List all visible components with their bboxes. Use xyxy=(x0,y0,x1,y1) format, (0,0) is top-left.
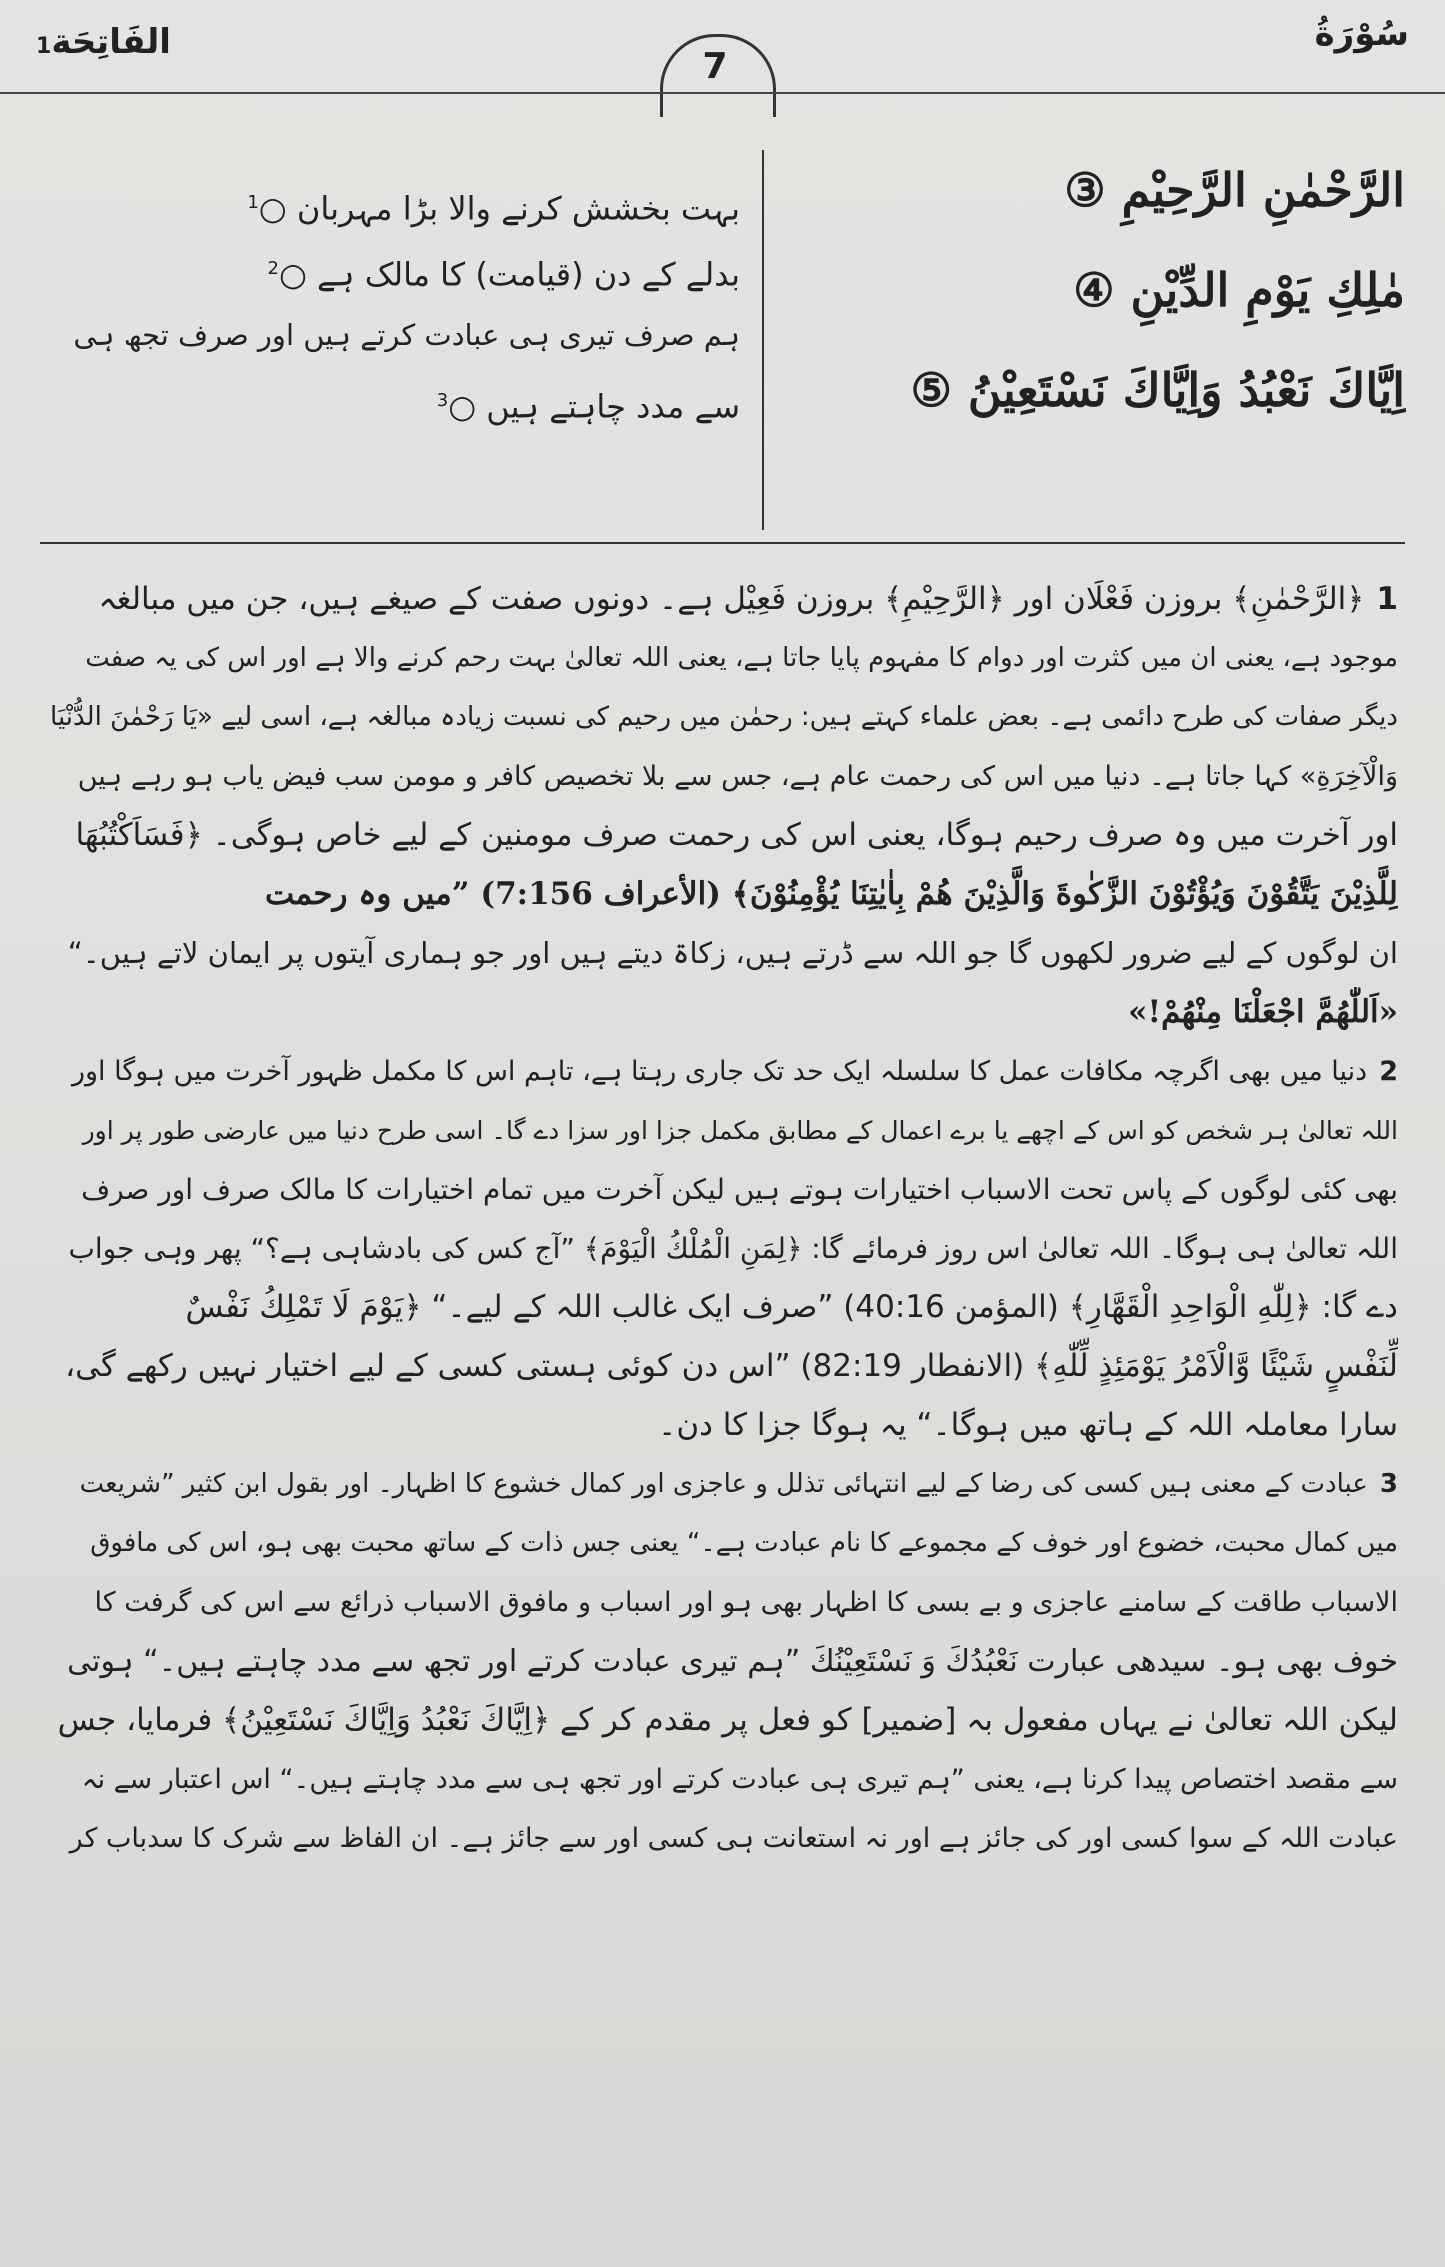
section-divider xyxy=(40,542,1405,544)
commentary-line xyxy=(48,629,1398,688)
commentary-text: وَالْآخِرَةِ» کہا جاتا ہے۔ دنیا میں اس کی رحمت عام ہے، جس سے بلا تخصیص کافر و مومن سب فیض یاب ہو رہے ہیں xyxy=(77,761,1398,792)
commentary-line xyxy=(48,1455,1398,1514)
footnote-number: 3 xyxy=(1379,1469,1398,1499)
commentary-line xyxy=(48,1042,1398,1101)
commentary-text: اللہ تعالیٰ ہر شخص کو اس کے اچھے یا برے اعمال کے مطابق مکمل جزا اور سزا دے گا۔ اسی طرح دنیا میں عارضی طور پر اور xyxy=(82,1116,1398,1145)
footnote-marker: 2 xyxy=(267,258,279,279)
verse-3: الرَّحْمٰنِ الرَّحِيْمِ ③ xyxy=(1064,163,1405,217)
commentary-text: لِّنَفْسٍ شَيْئًا وَّالْاَمْرُ يَوْمَئِذٍ لِّلّٰهِ﴾ (الانفطار 82:19) ”اس دن کوئی ہستی کسی کے لیے اختیار نہیں رکھے گی، xyxy=(65,1348,1398,1384)
commentary-text: لِلَّذِيْنَ يَتَّقُوْنَ وَيُؤْتُوْنَ الزَّكٰوةَ وَالَّذِيْنَ هُمْ بِاٰيٰتِنَا يُؤْمِنُوْنَ﴾ (الأعراف 7:156) ”میں وہ رحمت xyxy=(264,876,1398,912)
translation-text: سے مدد چاہتے ہیں ○ xyxy=(448,387,740,426)
commentary-text: «اَللّٰهُمَّ اجْعَلْنَا مِنْهُمْ!» xyxy=(1128,994,1398,1030)
commentary-text: الاسباب طاقت کے سامنے عاجزی و بے بسی کا اظہار بھی ہو اور اسباب و مافوق الاسباب ذرائع سے اس کی گرفت کا xyxy=(94,1587,1398,1618)
commentary-line xyxy=(48,1396,1398,1455)
commentary-text: اور آخرت میں وہ صرف رحیم ہوگا، یعنی اس کی رحمت صرف مومنین کے لیے خاص ہوگی۔ ﴿فَسَاَكْتُبُهَا xyxy=(75,817,1398,853)
commentary-text: لیکن اللہ تعالیٰ نے یہاں مفعول بہ [ضمیر] کو فعل پر مقدم کر کے ﴿اِيَّاكَ نَعْبُدُ وَاِيَّاكَ نَسْتَعِيْنُ﴾ فرمایا، جس xyxy=(57,1702,1398,1738)
header-divider xyxy=(0,92,1445,94)
commentary-text: عبادت کے معنی ہیں کسی کی رضا کے لیے انتہائی تذلل و عاجزی اور کمال خشوع کا اظہار۔ اور بقول ابن کثیر ”شریعت xyxy=(79,1469,1368,1499)
verse-4: مٰلِكِ يَوْمِ الدِّيْنِ ④ xyxy=(1073,263,1405,317)
commentary-line xyxy=(48,1632,1398,1691)
commentary-line xyxy=(48,1278,1398,1337)
commentary-line xyxy=(48,1750,1398,1809)
commentary-text: سے مقصد اختصاص پیدا کرنا ہے، یعنی ”ہم تیری ہی عبادت کرتے اور تجھ ہی سے مدد چاہتے ہیں۔“ اس اعتبار سے نہ xyxy=(81,1764,1398,1795)
commentary-line xyxy=(48,924,1398,983)
commentary-line xyxy=(48,688,1398,747)
page-number: 7 xyxy=(702,46,728,87)
commentary xyxy=(48,570,1398,1868)
page-header xyxy=(0,0,1445,90)
commentary-line xyxy=(48,1219,1398,1278)
surah-number: 1 xyxy=(36,34,52,59)
translation-text: بہت بخشش کرنے والا بڑا مہربان ○ xyxy=(258,189,740,228)
commentary-text: ان لوگوں کے لیے ضرور لکھوں گا جو اللہ سے ڈرتے ہیں، زکاۃ دیتے ہیں اور جو ہماری آیتوں پر ایمان لاتے ہیں۔“ xyxy=(67,936,1398,970)
translation-line xyxy=(60,236,740,302)
column-divider xyxy=(762,150,764,530)
commentary-text: عبادت اللہ کے سوا کسی اور کی جائز ہے اور نہ استعانت ہی کسی اور سے جائز ہے۔ ان الفاظ سے شرک کا سدباب کر xyxy=(69,1823,1398,1854)
commentary-text: میں کمال محبت، خضوع اور خوف کے مجموعے کا نام عبادت ہے۔“ یعنی جس ذات کے ساتھ محبت بھی ہو، اس کی مافوق xyxy=(90,1528,1398,1558)
footnote-number: 1 xyxy=(1376,581,1398,617)
commentary-line xyxy=(48,1809,1398,1868)
arabic-verses xyxy=(805,140,1405,440)
commentary-line xyxy=(48,1337,1398,1396)
surah-title xyxy=(36,22,171,62)
commentary-text: بھی کئی لوگوں کے پاس تحت الاسباب اختیارات ہوتے ہیں لیکن آخرت میں تمام اختیارات کا مالک صرف اور صرف xyxy=(81,1173,1398,1206)
commentary-text: اللہ تعالیٰ ہی ہوگا۔ اللہ تعالیٰ اس روز فرمائے گا: ﴿لِمَنِ الْمُلْكُ الْيَوْمَ﴾ ”آج کس کی بادشاہی ہے؟“ پھر وہی جواب xyxy=(68,1232,1398,1265)
verse-5: اِيَّاكَ نَعْبُدُ وَاِيَّاكَ نَسْتَعِيْنُ ⑤ xyxy=(910,363,1405,417)
commentary-line xyxy=(48,747,1398,806)
surah-label-text: سُوْرَةُ xyxy=(1314,14,1409,54)
footnote-number: 2 xyxy=(1379,1056,1398,1087)
commentary-text: خوف بھی ہو۔ سیدھی عبارت نَعْبُدُكَ وَ نَسْتَعِيْنُكَ ”ہم تیری عبادت کرتے اور تجھ سے مدد چاہتے ہیں۔“ ہوتی xyxy=(67,1644,1398,1679)
commentary-line xyxy=(48,1160,1398,1219)
commentary-line xyxy=(48,1514,1398,1573)
translation-line xyxy=(60,368,740,434)
commentary-text: موجود ہے، یعنی ان میں کثرت اور دوام کا مفہوم پایا جاتا ہے، یعنی اللہ تعالیٰ بہت رحم کرنے والا ہے اور اس کی یہ صفت xyxy=(85,643,1398,673)
commentary-text: دے گا: ﴿لِلّٰهِ الْوَاحِدِ الْقَهَّارِ﴾ (المؤمن 40:16) ”صرف ایک غالب اللہ کے لیے۔“ ﴿يَوْمَ لَا تَمْلِكُ نَفْسٌ xyxy=(185,1289,1398,1325)
urdu-translation xyxy=(60,170,740,434)
commentary-text: ﴿الرَّحْمٰنِ﴾ بروزن فَعْلَان اور ﴿الرَّحِيْمِ﴾ بروزن فَعِيْل ہے۔ دونوں صفت کے صیغے ہیں، جن میں مبالغہ xyxy=(98,581,1365,617)
commentary-line xyxy=(48,865,1398,924)
footnote-marker: 3 xyxy=(436,390,449,411)
commentary-line xyxy=(48,570,1398,629)
footnote-marker: 1 xyxy=(247,192,259,213)
translation-line xyxy=(60,170,740,236)
commentary-line xyxy=(48,1573,1398,1632)
commentary-line xyxy=(48,983,1398,1042)
commentary-line xyxy=(48,1101,1398,1160)
translation-text: بدلے کے دن (قیامت) کا مالک ہے ○ xyxy=(278,255,740,294)
commentary-line xyxy=(48,806,1398,865)
commentary-line xyxy=(48,1691,1398,1750)
surah-label xyxy=(1315,14,1409,54)
commentary-text: دیگر صفات کی طرح دائمی ہے۔ بعض علماء کہتے ہیں: رحمٰن میں رحیم کی نسبت زیادہ مبالغہ ہے، اسی لیے «یَا رَحْمٰنَ الدُّنْیَا xyxy=(50,702,1398,732)
commentary-text: دنیا میں بھی اگرچہ مکافات عمل کا سلسلہ ایک حد تک جاری رہتا ہے، تاہم اس کا مکمل ظہور آخرت میں ہوگا اور xyxy=(71,1056,1368,1087)
surah-name: الفَاتِحَة xyxy=(51,22,171,62)
translation-text: ہم صرف تیری ہی عبادت کرتے ہیں اور صرف تجھ ہی xyxy=(73,318,740,352)
commentary-text: سارا معاملہ اللہ کے ہاتھ میں ہوگا۔“ یہ ہوگا جزا کا دن۔ xyxy=(658,1407,1398,1443)
translation-line xyxy=(60,302,740,368)
